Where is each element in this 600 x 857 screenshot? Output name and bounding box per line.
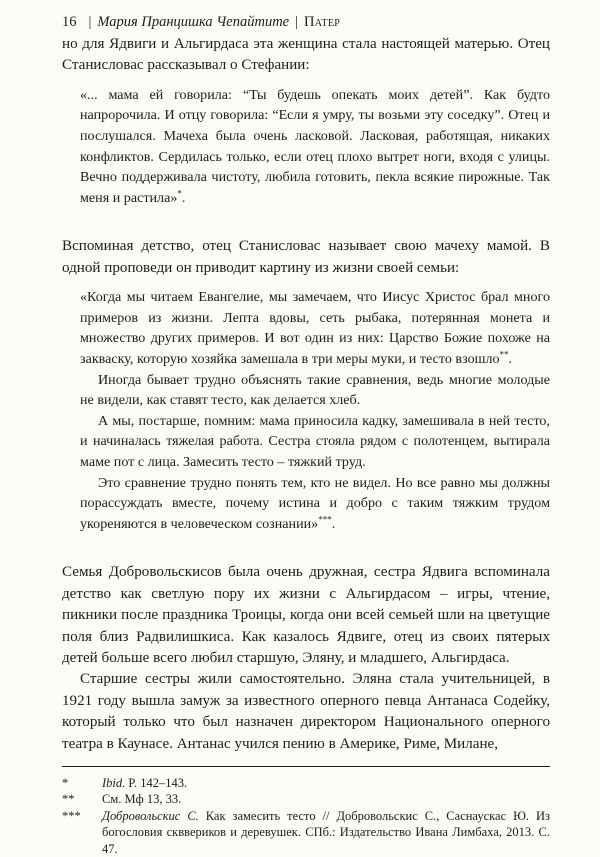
page-number: 16: [62, 13, 77, 30]
quote-1: «... мама ей говорила: “Ты будешь опекать моих детей”. Как будто напророчила. И отцу говорила: “Если я умру, ты возьми эту соседку”. Отец и послушался. Мачеха была очень ласковой. Ласковая, работящая, никаких конфликтов. Сердилась только, если отец плохо вытрет ноги, входя с улицы. Вечно поддерживала чистоту, любила готовить, пекла всякие пирожные. Так меня и растила»*.: [80, 86, 550, 206]
header-separator: |: [295, 13, 299, 30]
running-head: [62, 10, 550, 34]
footnote-ref-1[interactable]: *: [177, 188, 182, 199]
book-page: [62, 10, 550, 857]
footnote-ref-3[interactable]: ***: [318, 514, 332, 525]
footnote-mark: **: [62, 792, 75, 807]
quote-5: Это сравнение трудно понять тем, кто не видел. Но все равно мы должны порассуждать вместе, почему истина и добро с таким тяжким трудом укореняются в человеческом сознании»***.: [80, 474, 550, 532]
quote-1-text: «... мама ей говорила: “Ты будешь опекать моих детей”. Как будто напророчила. И отцу говорила: “Если я умру, ты возьми эту соседку”. Отец и послушался. Мачеха была очень ласковой. Ласковая, работящая, никаких конфликтов. Сердилась только, если отец плохо вытрет ноги, входя с улицы. Вечно поддерживала чистоту, любила готовить, пекла всякие пирожные. Так меня и растила»: [80, 86, 550, 206]
footnote-ref-2[interactable]: **: [499, 349, 509, 360]
footnote-italic: Ibid.: [102, 775, 126, 790]
paragraph-1-text: но для Ядвиги и Альгирдаса эта женщина стала настоящей матерью. Отец Станисловас рассказывал о Стефании:: [62, 36, 550, 74]
paragraph-1: [62, 34, 550, 77]
header-author: Мария Пранцишка Чепайтите: [97, 13, 290, 30]
paragraph-2-text: Вспоминая детство, отец Станисловас называет свою мачеху мамой. В одной проповеди он приводит картину из жизни своей семьи:: [62, 238, 550, 276]
quote-3-text: Иногда бывает трудно объяснять такие сравнения, ведь многие молодые не видели, как ставят тесто, как делается хлеб.: [80, 371, 550, 409]
quote-4: [80, 411, 550, 473]
paragraph-3: [62, 562, 550, 669]
paragraph-4-text: Старшие сестры жили самостоятельно. Эляна стала учительницей, в 1921 году вышла замуж за известного оперного певца Антанаса Содейку, который только что был назначен директором Национального оперного театра в Каунасе. Антанас учился пению в Америке, Риме, Милане,: [62, 671, 550, 752]
footnote-mark: *: [62, 775, 69, 790]
quote-5-text: Это сравнение трудно понять тем, кто не видел. Но все равно мы должны порассуждать вместе, почему истина и добро с таким тяжким трудом укореняются в человеческом сознании»: [80, 474, 550, 532]
paragraph-3-text: Семья Добровольскисов была очень дружная, сестра Ядвига вспоминала детство как светлую пору их жизни с Альгирдасом – игры, чтение, пикники после праздника Троицы, когда они всей семьей шли на цветущие поля близ Радвилишкиса. Как казалось Ядвиге, отец из своих пятерых детей больше всего любил старшую, Эляну, и младшего, Альгирдаса.: [62, 564, 550, 666]
header-separator: |: [88, 13, 92, 30]
footnote-text: См. Мф 13, 33.: [102, 792, 182, 807]
footnote-italic: Добровольскис С.: [102, 808, 199, 823]
quote-2: «Когда мы читаем Евангелие, мы замечаем, что Иисус Христос брал много примеров из жизни. Лепта вдовы, сеть рыбака, потерянная монета и множество других примеров. И вот один из них: Царство Божие похоже на закваску, которую хозяйка замешала в три меры муки, и тесто взошло**.: [80, 289, 550, 367]
footnote-text: Как замесить тесто // Добровольскис С., Саснаускас Ю. Из богословия скввериков и деревушек. СПб.: Издательство Ивана Лимбаха, 2013. С. 47.: [102, 808, 550, 856]
header-title: Патер: [304, 13, 341, 30]
paragraph-2: [62, 236, 550, 279]
paragraph-4: [62, 669, 550, 755]
footnote-text: P. 142–143.: [125, 775, 188, 790]
footnote-divider: [62, 766, 550, 767]
quote-3: [80, 370, 550, 411]
quote-2-text: «Когда мы читаем Евангелие, мы замечаем, что Иисус Христос брал много примеров из жизни. Лепта вдовы, сеть рыбака, потерянная монета и множество других примеров. И вот один из них: Царство Божие похоже на закваску, которую хозяйка замешала в три меры муки, и тесто взошло: [80, 289, 550, 367]
footnote-3: [62, 808, 550, 857]
footnote-mark: ***: [62, 808, 81, 823]
footnote-2: [62, 791, 550, 808]
quote-4-text: А мы, постарше, помним: мама приносила кадку, замешивала в ней тесто, и начиналась тяжелая работа. Сестра стояла рядом с полотенцем, вытирала маме пот с лица. Замесить тесто – тяжкий труд.: [80, 412, 550, 470]
footnote-1: [62, 775, 550, 792]
